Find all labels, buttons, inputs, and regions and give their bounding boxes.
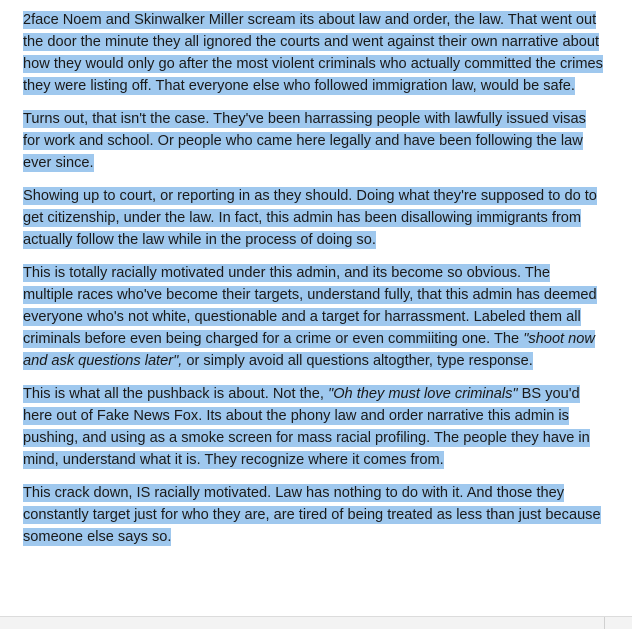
paragraph-5[interactable] (23, 383, 603, 471)
italic-quote: "Oh they must love criminals" (328, 386, 518, 402)
paragraph-6[interactable] (23, 482, 603, 548)
selected-text[interactable]: This crack down, IS racially motivated. Law has nothing to do with it. And those they constantly target just for who they are, are tired of being treated as less than just because someone else says so. (23, 485, 601, 545)
paragraph-4[interactable] (23, 262, 603, 372)
divider (604, 617, 605, 629)
selected-text[interactable]: Turns out, that isn't the case. They've been harrassing people with lawfully issued visas for work and school. Or people who came here legally and have been following the law ever since. (23, 111, 586, 171)
paragraph-1[interactable] (23, 9, 603, 97)
italic-quote: "shoot now and ask questions later", (23, 331, 595, 369)
paragraph-2[interactable] (23, 108, 603, 174)
page-bottom-edge (0, 616, 632, 629)
paragraph-3[interactable] (23, 185, 603, 251)
selected-text[interactable]: or simply avoid all questions altogther, type response. (182, 353, 533, 369)
selected-text[interactable]: 2face Noem and Skinwalker Miller scream its about law and order, the law. That went out the door the minute they all ignored the courts and went against their own narrative about how they would only go after the most violent criminals who actually committed the crimes they were listing off. That everyone else who followed immigration law, would be safe. (23, 12, 603, 94)
selected-text[interactable]: Showing up to court, or reporting in as they should. Doing what they're supposed to do to get citizenship, under the law. In fact, this admin has been disallowing immigrants from actually follow the law while in the process of doing so. (23, 188, 597, 248)
selected-text[interactable]: This is what all the pushback is about. Not the, (23, 386, 329, 402)
selected-text[interactable]: This is totally racially motivated under this admin, and its become so obvious. The multiple races who've become their targets, understand fully, that this admin has deemed everyone who's not white, questionable and a target for harrassment. Labeled them all criminals before even being charged for a crime or even commiiting one. The (23, 265, 597, 347)
selected-text[interactable]: BS you'd here out of Fake News Fox. Its about the phony law and order narrative this admin is pushing, and using as a smoke screen for mass racial profiling. The people they have in mind, understand what it is. They recognize where it comes from. (23, 386, 590, 468)
document-body[interactable] (23, 9, 603, 559)
